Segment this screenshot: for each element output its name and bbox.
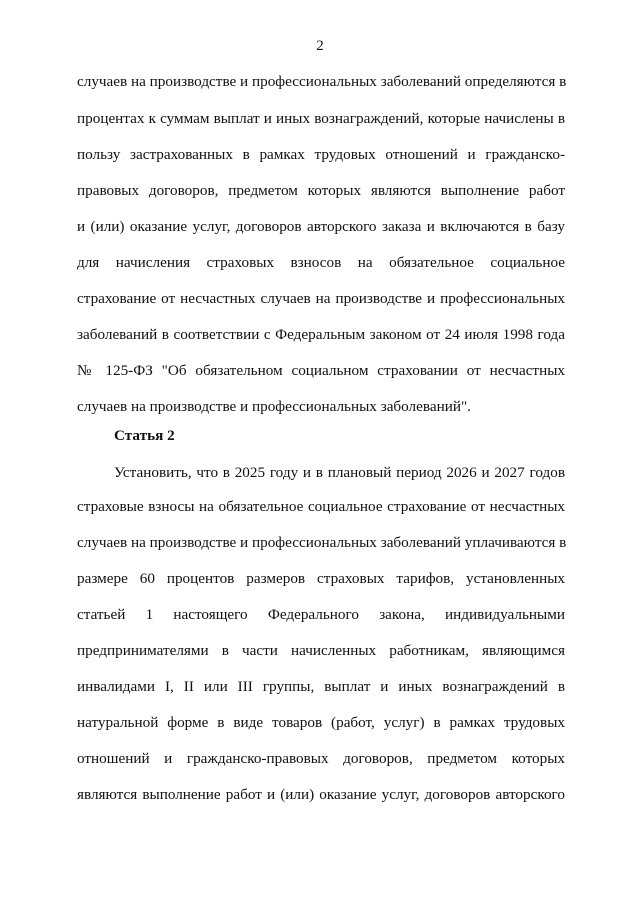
paragraph-2-line: страховые взносы на обязательное социальное страхование от несчастных	[77, 498, 565, 515]
paragraph-1-line: правовых договоров, предметом которых являются выполнение работ	[77, 182, 565, 199]
paragraph-1-line: пользу застрахованных в рамках трудовых отношений и гражданско-	[77, 146, 565, 163]
paragraph-1-line: № 125-ФЗ "Об обязательном социальном страховании от несчастных	[77, 362, 565, 379]
page-number: 2	[316, 38, 324, 54]
paragraph-1-line: заболеваний в соответствии с Федеральным законом от 24 июля 1998 года	[77, 326, 565, 343]
paragraph-2-line: статьей 1 настоящего Федерального закона, индивидуальными	[77, 606, 565, 623]
paragraph-1-line: процентах к суммам выплат и иных вознаграждений, которые начислены в	[77, 110, 565, 127]
paragraph-2-line: предпринимателями в части начисленных работникам, являющимся	[77, 642, 565, 659]
paragraph-1-line: для начисления страховых взносов на обязательное социальное	[77, 254, 565, 271]
paragraph-1-line: страхование от несчастных случаев на производстве и профессиональных	[77, 290, 565, 307]
paragraph-2-line: Установить, что в 2025 году и в плановый период 2026 и 2027 годов	[114, 464, 565, 481]
paragraph-1-line: и (или) оказание услуг, договоров авторского заказа и включаются в базу	[77, 218, 565, 235]
paragraph-2-line: инвалидами I, II или III группы, выплат и иных вознаграждений в	[77, 678, 565, 695]
paragraph-2-line: натуральной форме в виде товаров (работ, услуг) в рамках трудовых	[77, 714, 565, 731]
paragraph-2-line: случаев на производстве и профессиональных заболеваний уплачиваются в	[77, 534, 567, 551]
paragraph-2-line: отношений и гражданско-правовых договоров, предметом которых	[77, 750, 565, 767]
article-heading: Статья 2	[114, 427, 175, 444]
paragraph-1-line: случаев на производстве и профессиональных заболеваний".	[77, 398, 471, 415]
paragraph-2-line: размере 60 процентов размеров страховых тарифов, установленных	[77, 570, 565, 587]
paragraph-2-line: являются выполнение работ и (или) оказание услуг, договоров авторского	[77, 786, 565, 803]
paragraph-1-line: случаев на производстве и профессиональных заболеваний определяются в	[77, 73, 567, 90]
